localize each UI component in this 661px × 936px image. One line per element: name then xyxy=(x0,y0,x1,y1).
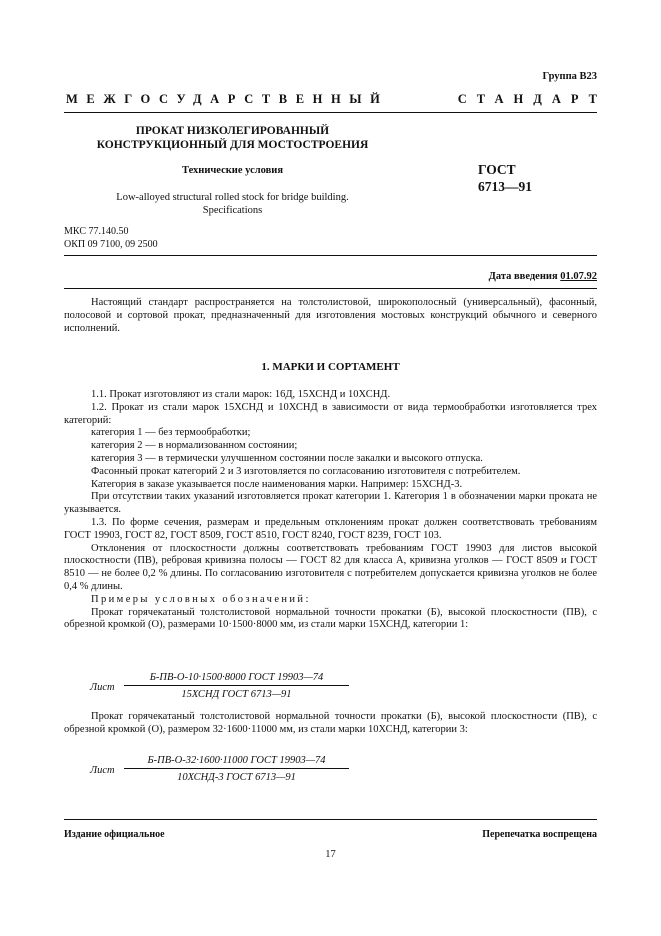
clause-1-1: 1.1. Прокат изготовляют из стали марок: 16Д, 15ХСНД и 10ХСНД. xyxy=(91,389,391,400)
effective-date-label: Дата введения xyxy=(488,271,561,282)
english-title-line-1: Low-alloyed structural rolled stock for bridge building. xyxy=(116,192,349,203)
flatness-note: Отклонения от плоскостности должны соответствовать требованиям ГОСТ 19903 для листов высокой плоскостности (ПВ), ребровая кривизна полосы — ГОСТ 82 для класса А, кривизна уголков — ГОСТ 8509 и ГОСТ 8510 — не более 0,2 % длины. По согласованию изготовителя с потребителем допускается кривизна уголков не более 0,4 % длины. xyxy=(64,542,597,592)
section-1-body xyxy=(64,389,597,632)
clause-1-2: 1.2. Прокат из стали марок 15ХСНД и 10ХСНД в зависимости от вида термообработки изготовляется трех категорий: xyxy=(64,401,597,426)
english-title-line-2: Specifications xyxy=(202,205,263,216)
category-order-note: Категория в заказе указывается после наименования марки. Например: 15ХСНД-3. xyxy=(91,478,463,490)
banner-standard: СТАНДАРТ xyxy=(457,92,607,106)
example-2-paragraph xyxy=(64,711,597,737)
category-1: категория 1 — без термообработки; xyxy=(91,427,251,439)
document-title xyxy=(60,124,405,152)
intro-paragraph xyxy=(64,297,597,335)
header-rule xyxy=(64,112,597,113)
shaped-stock-note: Фасонный прокат категорий 2 и 3 изготовляется по согласованию изготовителя с потребителем. xyxy=(91,465,521,477)
reprint-prohibited: Перепечатка воспрещена xyxy=(482,829,597,840)
page-number: 17 xyxy=(325,849,336,860)
official-edition: Издание официальное xyxy=(64,829,165,840)
category-2: категория 2 — в нормализованном состоянии; xyxy=(91,440,298,452)
document-subtitle: Технические условия xyxy=(181,165,284,176)
english-title xyxy=(60,191,405,217)
banner-interstate: МЕЖГОСУДАРСТВЕННЫЙ xyxy=(66,92,389,106)
example-1-designation xyxy=(90,672,360,706)
gost-number: 6713—91 xyxy=(478,179,532,194)
section-1-title: 1. МАРКИ И СОРТАМЕНТ xyxy=(261,361,400,373)
example-2-label: Лист xyxy=(90,765,115,776)
category-3: категория 3 — в термически улучшенном состоянии после закалки и высокого отпуска. xyxy=(91,452,483,464)
footer-rule xyxy=(64,819,597,820)
standard-banner xyxy=(66,92,607,107)
gost-label: ГОСТ xyxy=(478,162,516,177)
example-2-text: Прокат горячекатаный толстолистовой нормальной точности прокатки (Б), высокой плоскостности (ПВ), с обрезной кромкой (О), размером 32·1600·11000 мм, из стали марки 10ХСНД, категории 3: xyxy=(64,711,597,735)
category-default-note: При отсутствии таких указаний изготовляется прокат категории 1. Категория 1 в обозначении марки проката не указывается. xyxy=(64,491,597,516)
title-line-1: ПРОКАТ НИЗКОЛЕГИРОВАННЫЙ xyxy=(135,125,330,137)
okp-code: ОКП 09 7100, 09 2500 xyxy=(64,238,158,250)
example-1-numerator: Б-ПВ-О-10·1500·8000 ГОСТ 19903—74 xyxy=(124,672,349,686)
examples-heading: Примеры условных обозначений: xyxy=(91,593,311,605)
example-1-text: Прокат горячекатаный толстолистовой нормальной точности прокатки (Б), высокой плоскостности (ПВ), с обрезной кромкой (О), размерами 10·1500·8000 мм, из стали марки 15ХСНД, категории 1: xyxy=(64,606,597,631)
example-2-numerator: Б-ПВ-О-32·1600·11000 ГОСТ 19903—74 xyxy=(124,755,349,769)
example-1-label: Лист xyxy=(90,682,115,693)
classification-codes xyxy=(64,226,158,251)
title-line-2: КОНСТРУКЦИОННЫЙ ДЛЯ МОСТОСТРОЕНИЯ xyxy=(96,139,369,151)
example-2-denominator: 10ХСНД-3 ГОСТ 6713—91 xyxy=(177,772,296,783)
clause-1-3: 1.3. По форме сечения, размерам и предельным отклонениям прокат должен соответствовать требованиям ГОСТ 19903, ГОСТ 82, ГОСТ 8509, ГОСТ 8510, ГОСТ 8240, ГОСТ 8239, ГОСТ 103. xyxy=(64,516,597,541)
example-1-denominator: 15ХСНД ГОСТ 6713—91 xyxy=(181,689,292,700)
gost-designation xyxy=(478,161,532,195)
date-rule xyxy=(64,288,597,289)
intro-text: Настоящий стандарт распространяется на толстолистовой, широкополосный (универсальный), фасонный, полосовой и сортовой прокат, предназначенный для изготовления мостовых конструкций обычного и северного исполнений. xyxy=(64,297,597,334)
example-2-designation xyxy=(90,755,360,789)
codes-rule xyxy=(64,255,597,256)
effective-date xyxy=(489,271,597,282)
mks-code: МКС 77.140.50 xyxy=(64,226,129,237)
effective-date-value: 01.07.92 xyxy=(560,271,597,282)
group-code: Группа В23 xyxy=(542,71,597,82)
